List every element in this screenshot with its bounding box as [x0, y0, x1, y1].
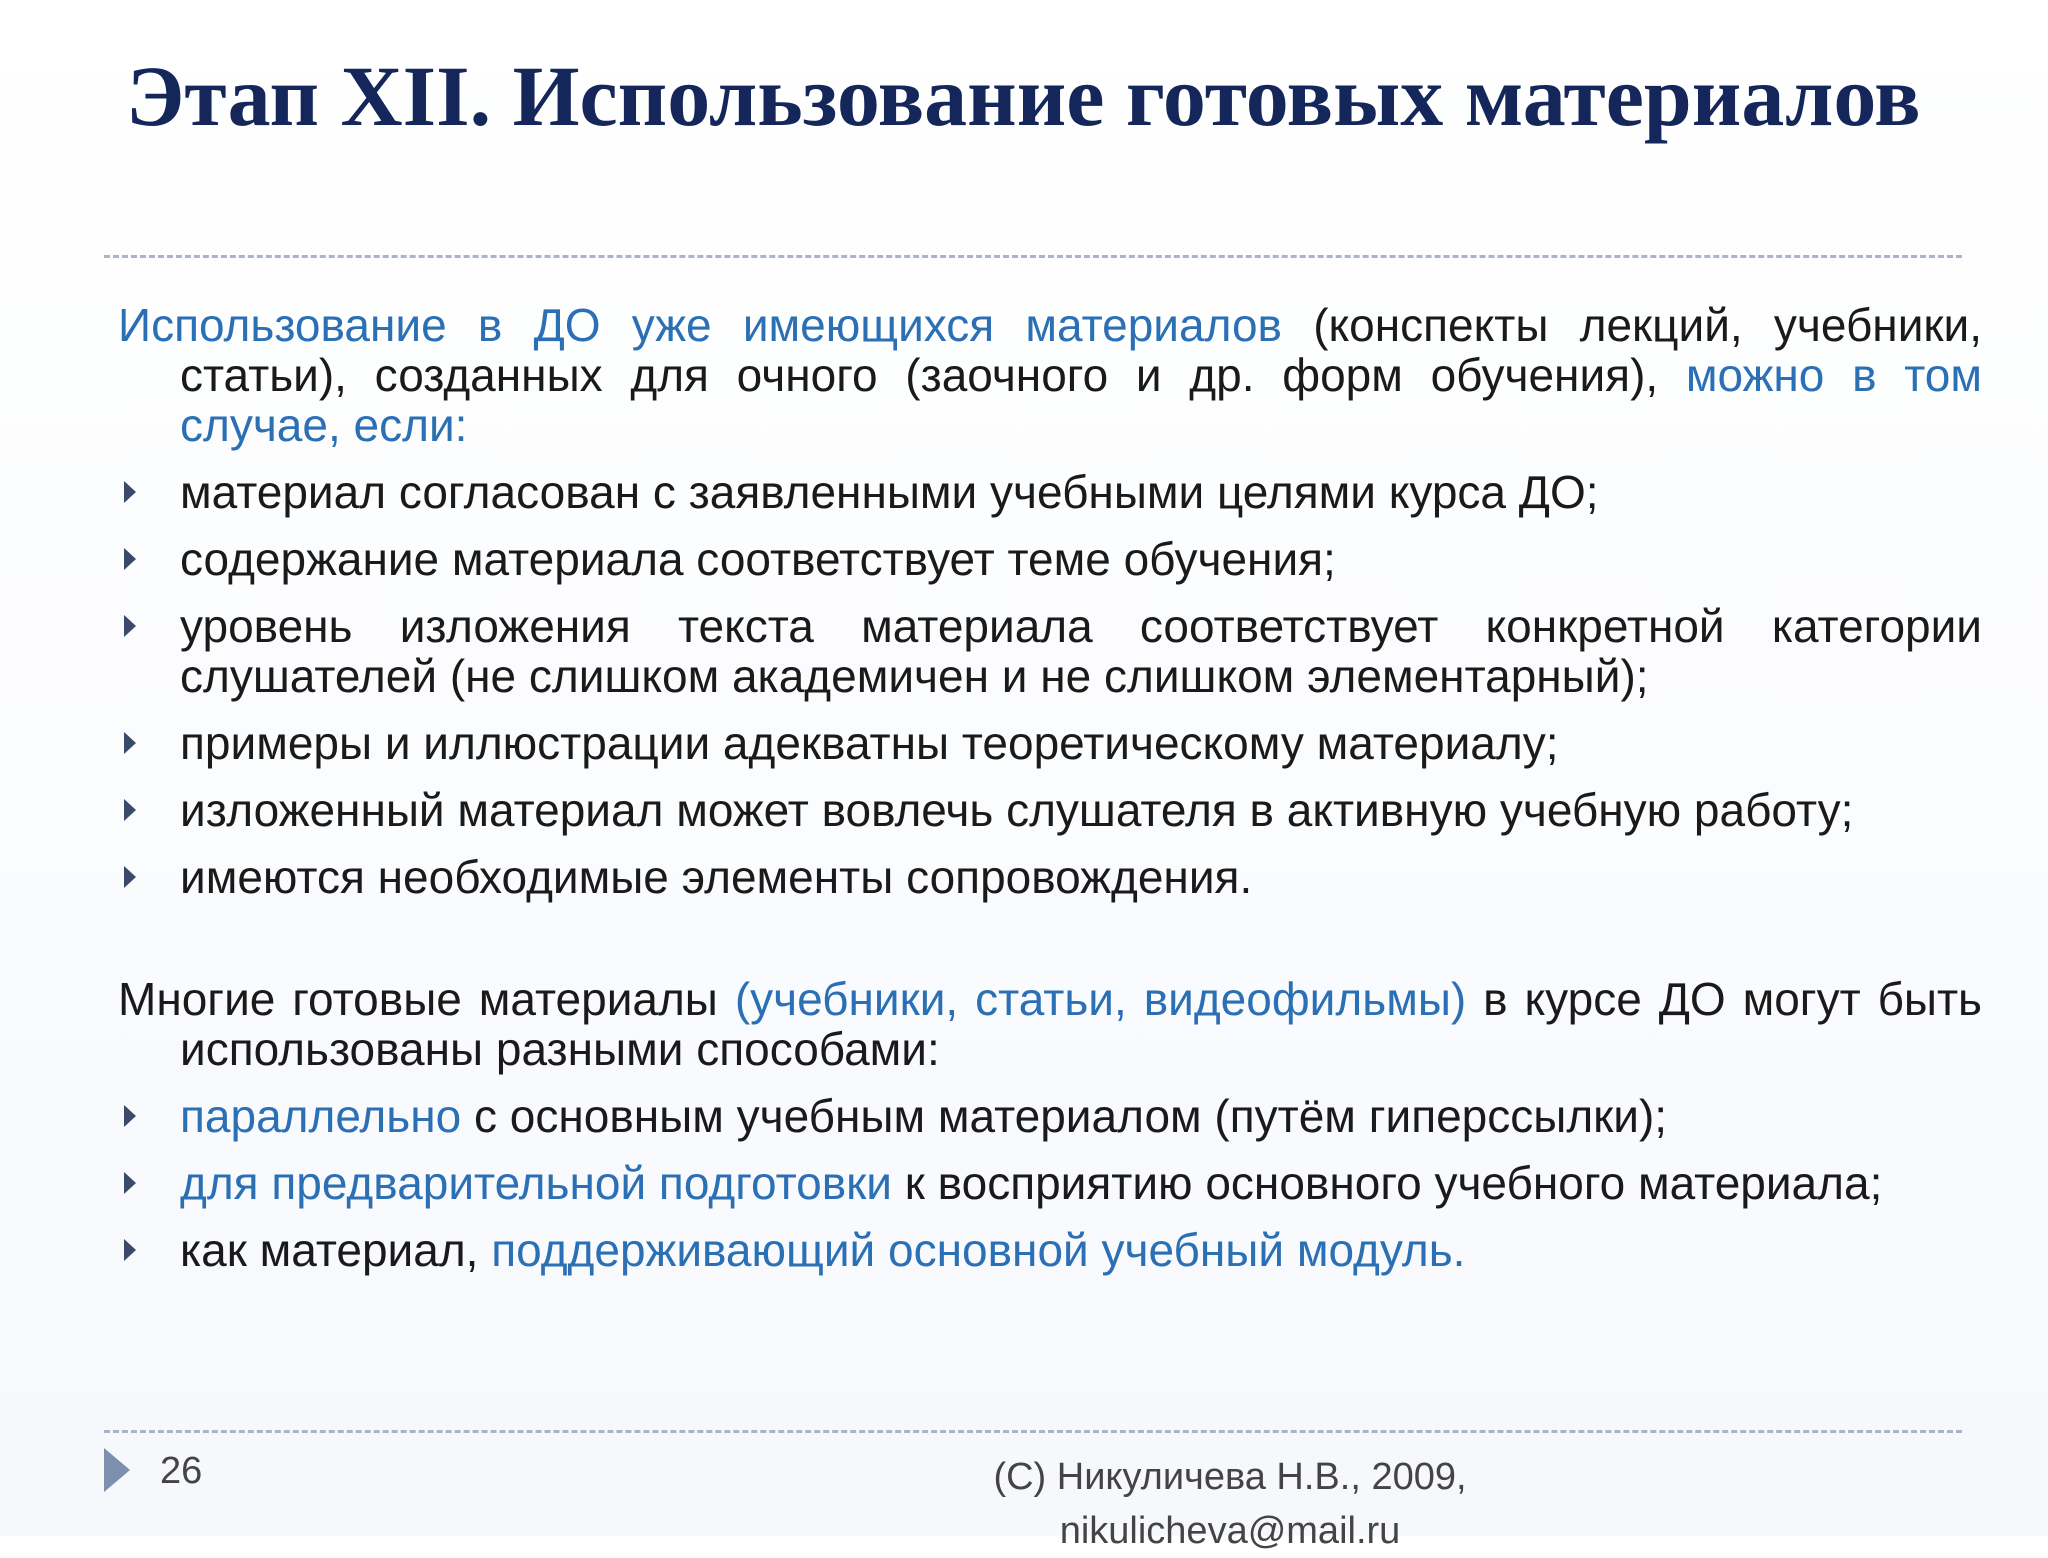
block2-lead-highlight: (учебники, статьи, видеофильмы): [734, 973, 1467, 1025]
list-item-text: примеры и иллюстрации адекватны теоретическому материалу;: [180, 717, 1559, 769]
credit-email: nikulicheva@mail.ru: [1059, 1510, 1401, 1552]
list-item-text: с основным учебным материалом (путём гиперссылки);: [461, 1090, 1668, 1142]
triangle-bullet-icon: [124, 866, 136, 888]
list-item-highlight: для предварительной подготовки: [180, 1157, 892, 1209]
list-item-text: материал согласован с заявленными учебными целями курса ДО;: [180, 466, 1599, 518]
list-item-text: уровень изложения текста материала соответствует конкретной категории слушателей (не слишком академичен и не слишком элементарный);: [180, 600, 1982, 702]
list-item: [118, 718, 1982, 768]
page-number: 26: [160, 1450, 203, 1492]
list-item-text: содержание материала соответствует теме обучения;: [180, 533, 1336, 585]
block1-lead-tail-highlight: можно в том случае, если:: [180, 349, 1982, 451]
triangle-bullet-icon: [124, 1105, 136, 1127]
block2-lead: [118, 974, 1982, 1074]
footer-divider: [104, 1430, 1962, 1433]
triangle-bullet-icon: [124, 799, 136, 821]
slide-title: Этап XII. Использование готовых материалов: [126, 48, 1921, 144]
triangle-bullet-icon: [124, 481, 136, 503]
block2-bullet-list: [118, 1091, 1982, 1275]
list-item-text: как материал,: [180, 1224, 492, 1276]
section-spacer: [118, 902, 1982, 974]
triangle-bullet-icon: [124, 1172, 136, 1194]
block2-lead-text: Многие готовые материалы: [118, 973, 735, 1025]
triangle-bullet-icon: [124, 732, 136, 754]
list-item: [118, 1091, 1982, 1141]
footer-credit: [880, 1450, 1580, 1558]
play-arrow-icon: [104, 1448, 130, 1492]
title-divider: [104, 255, 1962, 258]
triangle-bullet-icon: [124, 615, 136, 637]
block2-lead-tail: в курсе ДО могут быть использованы разными способами:: [180, 973, 1983, 1075]
list-item-highlight: поддерживающий основной учебный модуль.: [491, 1224, 1466, 1276]
triangle-bullet-icon: [124, 1239, 136, 1261]
slide-body: [118, 300, 1982, 1275]
list-item: [118, 1158, 1982, 1208]
list-item: [118, 1225, 1982, 1275]
list-item-highlight: параллельно: [180, 1090, 462, 1142]
triangle-bullet-icon: [124, 548, 136, 570]
list-item-text: имеются необходимые элементы сопровождения.: [180, 851, 1253, 903]
list-item: [118, 467, 1982, 517]
block1-lead-text: (конспекты лекций, учебники, статьи), созданных для очного (заочного и др. форм обучения),: [180, 299, 1982, 401]
list-item: [118, 534, 1982, 584]
list-item-text: к восприятию основного учебного материала;: [892, 1157, 1883, 1209]
list-item: [118, 601, 1982, 701]
block1-lead: [118, 300, 1982, 450]
list-item: [118, 852, 1982, 902]
credit-line: (С) Никуличева Н.В., 2009,: [993, 1456, 1467, 1498]
list-item-text: изложенный материал может вовлечь слушателя в активную учебную работу;: [180, 784, 1854, 836]
block1-bullet-list: [118, 467, 1982, 902]
block1-lead-highlight: Использование в ДО уже имеющихся материалов: [118, 299, 1282, 351]
list-item: [118, 785, 1982, 835]
